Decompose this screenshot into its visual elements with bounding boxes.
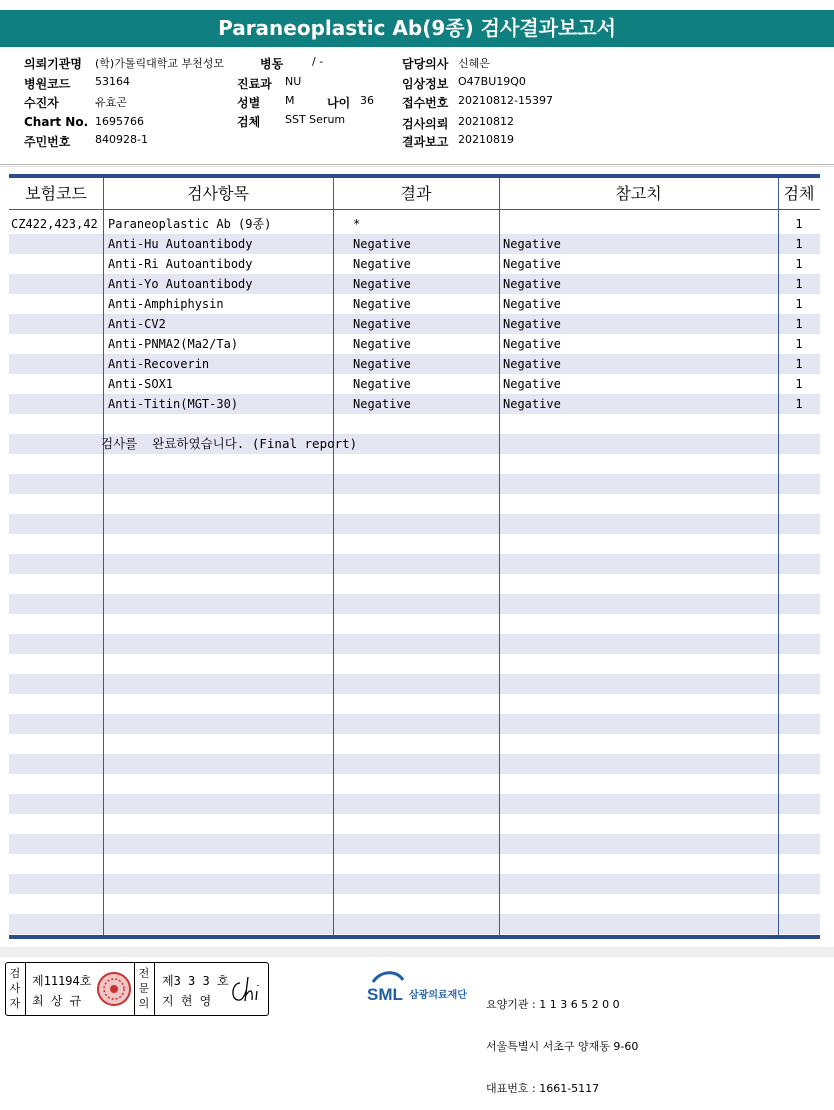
cell-specimen: 1 [795, 277, 803, 291]
divider [0, 166, 834, 167]
cell-item: Anti-Hu Autoantibody [108, 237, 253, 251]
row-stripe [9, 894, 820, 914]
specimen-value: SST Serum [285, 113, 346, 126]
request-value: 20210812 [458, 115, 514, 128]
contact-line-2: 서울특별시 서초구 양재동 9-60 [486, 1040, 639, 1053]
cell-result: Negative [353, 377, 411, 391]
cell-specimen: 1 [795, 257, 803, 271]
org-name: 삼광의료재단 [409, 990, 467, 1001]
specialist-name: 지 현 영 [162, 994, 212, 1008]
cell-reference: Negative [503, 277, 561, 291]
sml-logo-icon [367, 968, 407, 1008]
sml-logo [367, 968, 487, 1008]
report-date-label: 결과보고 [402, 135, 449, 149]
row-stripe [9, 414, 820, 434]
svg-text:SML: SML [367, 985, 403, 1004]
cell-code: CZ422,423,42 [11, 217, 98, 231]
report-date-value: 20210819 [458, 133, 514, 146]
id-value: 840928-1 [95, 133, 148, 146]
doctor-label: 담당의사 [402, 57, 449, 71]
sex-value: M [285, 94, 295, 107]
row-stripe [9, 494, 820, 514]
cell-result: Negative [353, 397, 411, 411]
examiner-label: 검 사 자 [9, 967, 21, 1010]
row-stripe [9, 454, 820, 474]
cell-item: Anti-Recoverin [108, 357, 210, 371]
request-label: 검사의뢰 [402, 117, 449, 131]
table-row [9, 274, 820, 294]
specialist-license: 제3 3 3 호 [162, 974, 229, 988]
age-value: 36 [360, 94, 374, 107]
table-row [9, 314, 820, 334]
cell-code [11, 314, 105, 334]
cell-specimen: 1 [795, 217, 803, 231]
table-row [9, 294, 820, 314]
row-stripe [9, 674, 820, 694]
dept-label: 진료과 [237, 77, 272, 91]
id-label: 주민번호 [24, 135, 71, 149]
cell-code [11, 234, 105, 254]
cell-item: Anti-Titin(MGT-30) [108, 397, 239, 411]
cell-reference: Negative [503, 337, 561, 351]
row-stripe [9, 614, 820, 634]
cell-item: Anti-Ri Autoantibody [108, 257, 253, 271]
footer-divider [0, 947, 834, 957]
row-stripe [9, 754, 820, 774]
cell-item: Anti-Yo Autoantibody [108, 277, 253, 291]
divider [0, 164, 834, 165]
row-stripe [9, 514, 820, 534]
chart-label: Chart No. [24, 115, 89, 129]
sex-label: 성별 [237, 96, 261, 110]
row-stripe [9, 874, 820, 894]
row-stripe [9, 694, 820, 714]
cell-result: Negative [353, 237, 411, 251]
examiner-name: 최 상 규 [32, 994, 82, 1008]
patient-value: 유효곤 [95, 96, 127, 109]
cell-item: Anti-SOX1 [108, 377, 174, 391]
table-row [9, 234, 820, 254]
specimen-label: 검체 [237, 115, 261, 129]
contact-line-3: 대표번호 : 1661-5117 [486, 1082, 600, 1095]
cell-code [11, 394, 105, 414]
doctor-value: 신혜은 [458, 57, 490, 70]
cell-result: * [353, 217, 361, 231]
patient-info [24, 55, 834, 155]
seal-icon [96, 971, 132, 1007]
cell-reference: Negative [503, 237, 561, 251]
ward-value: / - [312, 55, 324, 68]
table-row [9, 254, 820, 274]
cell-reference: Negative [503, 297, 561, 311]
row-stripe [9, 654, 820, 674]
receipt-label: 접수번호 [402, 96, 449, 110]
cell-reference: Negative [503, 377, 561, 391]
hospital-code-value: 53164 [95, 75, 130, 88]
cell-item: Anti-CV2 [108, 317, 166, 331]
cell-result: Negative [353, 297, 411, 311]
row-stripe [9, 714, 820, 734]
institution-value: (학)가톨릭대학교 부천성모 [95, 57, 224, 70]
header-code: 보험코드 [25, 184, 87, 203]
chart-value: 1695766 [95, 115, 144, 128]
cell-item: Anti-Amphiphysin [108, 297, 224, 311]
examiner-license: 제11194호 [32, 974, 92, 988]
table-row [9, 374, 820, 394]
row-stripe [9, 734, 820, 754]
cell-result: Negative [353, 277, 411, 291]
cell-code [11, 274, 105, 294]
report-title: Paraneoplastic Ab(9종) 검사결과보고서 [0, 10, 834, 47]
cell-item: Paraneoplastic Ab (9종) [108, 217, 272, 231]
cell-specimen: 1 [795, 397, 803, 411]
cell-reference: Negative [503, 397, 561, 411]
cell-specimen: 1 [795, 377, 803, 391]
header-reference: 참고치 [615, 184, 662, 203]
signature-icon [228, 973, 266, 1007]
cell-code [11, 354, 105, 374]
cell-item: Anti-PNMA2(Ma2/Ta) [108, 337, 239, 351]
row-stripe [9, 554, 820, 574]
row-stripe [9, 794, 820, 814]
table-row [9, 334, 820, 354]
row-stripe [9, 634, 820, 654]
specialist-label: 전 문 의 [138, 967, 150, 1010]
clinical-label: 임상정보 [402, 77, 449, 91]
row-stripe [9, 914, 820, 934]
cell-reference: Negative [503, 317, 561, 331]
row-stripe [9, 774, 820, 794]
cell-specimen: 1 [795, 297, 803, 311]
receipt-value: 20210812-15397 [458, 94, 553, 107]
cell-specimen: 1 [795, 237, 803, 251]
signature-box [5, 962, 269, 1016]
results-table [9, 174, 820, 939]
contact-info [486, 970, 638, 1110]
cell-result: Negative [353, 337, 411, 351]
cell-reference [503, 214, 703, 234]
row-stripe [9, 834, 820, 854]
cell-result: Negative [353, 257, 411, 271]
clinical-value: O47BU19Q0 [458, 75, 526, 88]
header-item: 검사항목 [187, 184, 249, 203]
contact-line-1: 요양기관 : 1 1 3 6 5 2 0 0 [486, 998, 620, 1011]
row-stripe [9, 534, 820, 554]
cell-code [11, 374, 105, 394]
cell-reference: Negative [503, 357, 561, 371]
cell-specimen: 1 [795, 357, 803, 371]
cell-code [11, 334, 105, 354]
table-header [9, 178, 820, 210]
header-result: 결과 [400, 184, 432, 203]
final-report-note: 검사를 완료하였습니다. (Final report) [101, 436, 358, 451]
cell-specimen: 1 [795, 337, 803, 351]
row-stripe [9, 574, 820, 594]
cell-reference: Negative [503, 257, 561, 271]
row-stripe [9, 854, 820, 874]
header-specimen: 검체 [783, 184, 815, 203]
table-row [9, 394, 820, 414]
table-row [9, 214, 820, 234]
cell-result: Negative [353, 317, 411, 331]
hospital-code-label: 병원코드 [24, 77, 71, 91]
institution-label: 의뢰기관명 [24, 57, 82, 71]
dept-value: NU [285, 75, 302, 88]
row-stripe [9, 814, 820, 834]
row-stripe [9, 594, 820, 614]
patient-label: 수진자 [24, 96, 59, 110]
cell-code [11, 294, 105, 314]
row-stripe [9, 474, 820, 494]
cell-specimen: 1 [795, 317, 803, 331]
age-label: 나이 [327, 96, 351, 110]
table-row [9, 354, 820, 374]
ward-label: 병동 [260, 57, 284, 71]
cell-result: Negative [353, 357, 411, 371]
cell-code [11, 254, 105, 274]
